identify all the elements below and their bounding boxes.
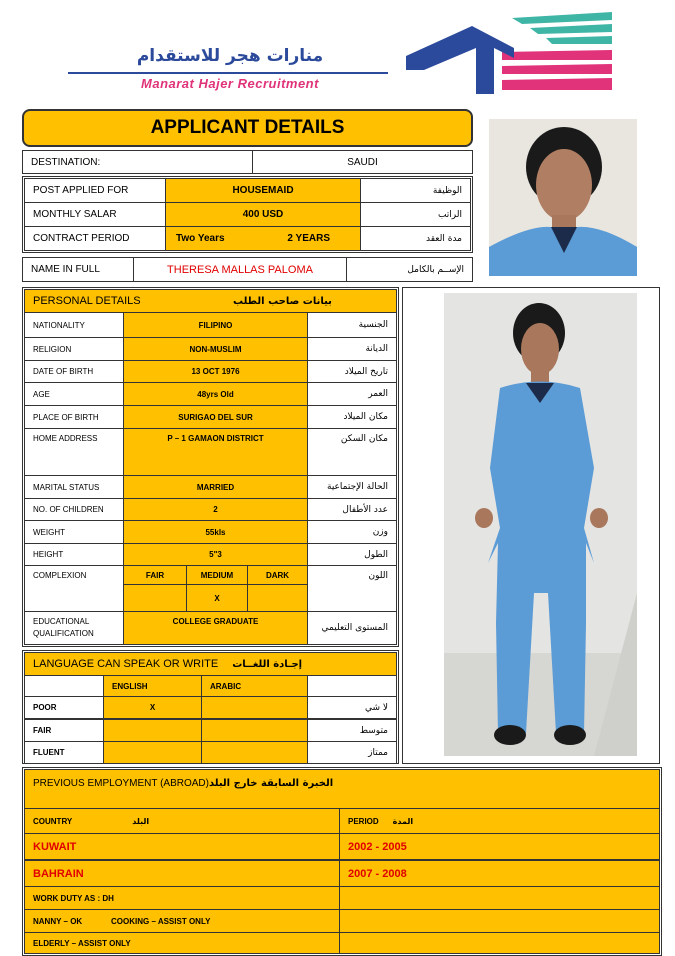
contract-label: CONTRACT PERIOD [24,226,166,251]
personal-details-title: PERSONAL DETAILS [33,295,141,307]
personal-row-label-ar: تاريخ الميلاد [307,360,397,383]
personal-row-label-ar: الجنسية [307,312,397,338]
personal-details-title-ar: بيانات صاحب الطلب [233,295,332,307]
personal-row-value: NON-MUSLIM [123,337,308,361]
language-row-english: X [103,696,202,719]
language-row-label: FLUENT [24,741,104,764]
personal-row-value: 55kls [123,520,308,544]
complexion-label: COMPLEXION [24,565,124,612]
personal-row-label: MARITAL STATUS [24,475,124,499]
language-row-arabic [201,696,308,719]
work-duty-blank-3 [339,932,660,954]
personal-row-label: NATIONALITY [24,312,124,338]
logo [60,8,630,103]
complexion-medium-mark: X [186,584,248,612]
personal-row-value: 2 [123,498,308,521]
language-col-arabic: ARABIC [201,675,308,697]
personal-row-value: 13 OCT 1976 [123,360,308,383]
personal-row-label-ar: الطول [307,543,397,566]
logo-arabic-text: منارات هجر للاستقدام [136,46,324,66]
language-header [24,652,397,676]
personal-row-label-ar: الحالة الإجتماعية [307,475,397,499]
period-label-ar: المدة [392,816,414,826]
work-duty-nanny: NANNY – OK [33,916,83,926]
personal-row-label: RELIGION [24,337,124,361]
employment-period: 2002 - 2005 [339,833,660,860]
complexion-fair-mark [123,584,187,612]
language-row-arabic [201,741,308,764]
applicant-full-body-photo [444,293,637,756]
name-value: THERESA MALLAS PALOMA [133,257,347,282]
education-value: COLLEGE GRADUATE [123,611,308,645]
employment-period: 2007 - 2008 [339,860,660,887]
employment-country-head [24,808,340,834]
page-title: APPLICANT DETAILS [22,109,473,147]
language-row-english [103,741,202,764]
country-label-ar: البلد [132,816,150,826]
employment-title: PREVIOUS EMPLOYMENT (ABROAD) [33,778,209,789]
complexion-dark-mark [247,584,308,612]
personal-row-label-ar: العمر [307,382,397,406]
personal-row-value: SURIGAO DEL SUR [123,405,308,429]
period-label: PERIOD [348,816,379,826]
personal-row-value: MARRIED [123,475,308,499]
destination-label: DESTINATION: [22,150,253,174]
post-label-ar: الوظيفة [360,178,471,203]
salary-label: MONTHLY SALAR [24,202,166,227]
personal-row-label: NO. OF CHILDREN [24,498,124,521]
logo-english-text: Manarat Hajer Recruitment [141,76,319,91]
language-row-label: FAIR [24,719,104,742]
language-row-label-ar: ممتاز [307,741,397,764]
language-blank-head [24,675,104,697]
personal-row-label-ar: عدد الأطفال [307,498,397,521]
language-row-arabic [201,719,308,742]
work-duty: WORK DUTY AS : DH [24,886,340,910]
personal-row-value: 48yrs Old [123,382,308,406]
post-label: POST APPLIED FOR [24,178,166,203]
contract-label-ar: مدة العقد [360,226,471,251]
work-duty-elderly: ELDERLY – ASSIST ONLY [24,932,340,954]
employment-country: KUWAIT [24,833,340,860]
salary-label-ar: الراتب [360,202,471,227]
employment-title-ar: الخبرة السابقة خارج البلد [208,778,334,789]
language-row-label: POOR [24,696,104,719]
work-duty-cooking: COOKING – ASSIST ONLY [111,916,211,926]
personal-details-header [24,289,397,313]
language-row-english [103,719,202,742]
destination-value: SAUDI [252,150,473,174]
language-title-ar: إجـادة اللغــات [232,658,303,670]
complexion-fair: FAIR [123,565,187,585]
language-blank-head-ar [307,675,397,697]
language-col-english: ENGLISH [103,675,202,697]
personal-row-value: P – 1 GAMAON DISTRICT [123,428,308,476]
contract-value-caps: 2 YEARS [287,233,330,244]
salary-value: 400 USD [165,202,361,227]
employment-header [24,769,660,809]
language-row-label-ar: متوسط [307,719,397,742]
language-title: LANGUAGE CAN SPEAK OR WRITE [33,658,219,670]
education-label: EDUCATIONAL QUALIFICATION [24,611,124,645]
complexion-medium: MEDIUM [186,565,248,585]
personal-row-label: PLACE OF BIRTH [24,405,124,429]
personal-row-label: HOME ADDRESS [24,428,124,476]
personal-row-label: WEIGHT [24,520,124,544]
personal-row-label: DATE OF BIRTH [24,360,124,383]
personal-row-label-ar: الديانة [307,337,397,361]
work-duty-nanny-cooking [24,909,340,933]
work-duty-blank-2 [339,909,660,933]
contract-value-words: Two Years [176,233,225,244]
personal-row-label: HEIGHT [24,543,124,566]
name-label: NAME IN FULL [22,257,134,282]
name-label-ar: الإســم بالكامل [346,257,473,282]
personal-row-label-ar: مكان السكن [307,428,397,476]
complexion-label-ar: اللون [307,565,397,612]
personal-row-value: FILIPINO [123,312,308,338]
language-row-label-ar: لا شي [307,696,397,719]
complexion-dark: DARK [247,565,308,585]
personal-row-label-ar: وزن [307,520,397,544]
employment-country: BAHRAIN [24,860,340,887]
work-duty-blank [339,886,660,910]
employment-period-head [339,808,660,834]
personal-row-label: AGE [24,382,124,406]
personal-row-label-ar: مكان الميلاد [307,405,397,429]
contract-value [165,226,361,251]
post-value: HOUSEMAID [165,178,361,203]
logo-house-icon [402,8,622,100]
country-label: COUNTRY [33,816,73,826]
education-label-ar: المستوى التعليمي [307,611,397,645]
applicant-portrait-photo [489,119,637,276]
personal-row-value: 5"3 [123,543,308,566]
